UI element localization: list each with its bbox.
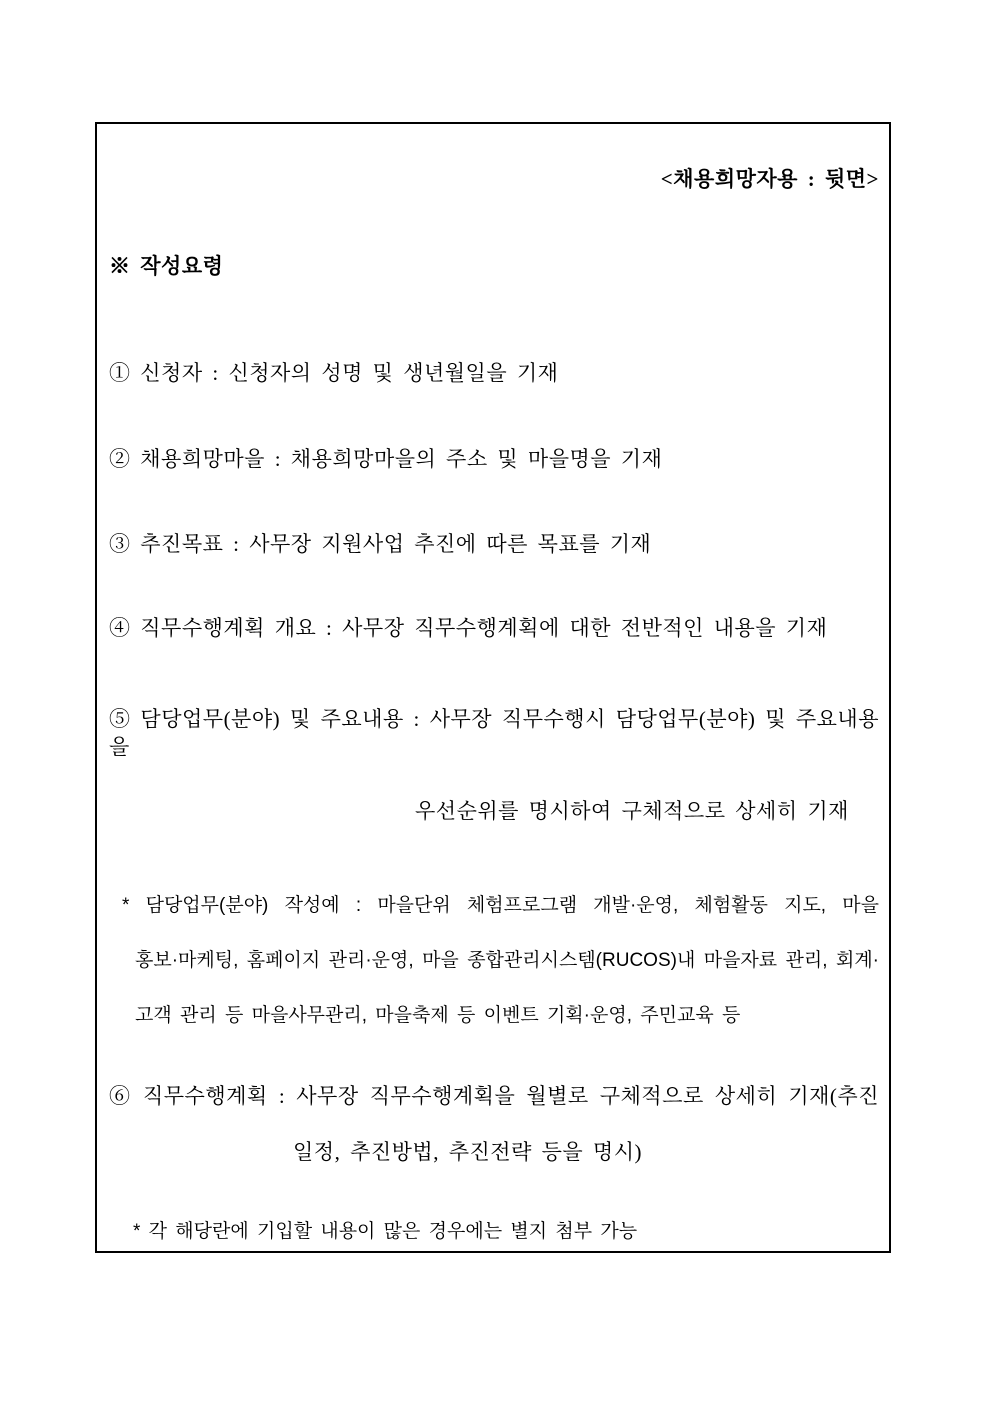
section-title: ※ 작성요령 xyxy=(109,254,224,278)
instruction-item-6-line-1: ⑥ 직무수행계획 : 사무장 직무수행계획을 월별로 구체적으로 상세히 기재(추진 xyxy=(109,1084,879,1108)
instruction-item-6-line-2: 일정, 추진방법, 추진전략 등을 명시) xyxy=(293,1140,642,1164)
note-example-line-2: 홍보·마케팅, 홈페이지 관리·운영, 마을 종합관리시스템(RUCOS)내 마을자료 관리, 회계· xyxy=(135,950,879,971)
instruction-item-1: ① 신청자 : 신청자의 성명 및 생년월일을 기재 xyxy=(109,361,559,385)
note-example-line-1: * 담당업무(분야) 작성예 : 마을단위 체험프로그램 개발·운영, 체험활동 지도, 마을 xyxy=(122,895,879,916)
instruction-item-5-line-2: 우선순위를 명시하여 구체적으로 상세히 기재 xyxy=(415,799,849,823)
instruction-item-4: ④ 직무수행계획 개요 : 사무장 직무수행계획에 대한 전반적인 내용을 기재 xyxy=(109,616,828,640)
instruction-item-5-line-1: ⑤ 담당업무(분야) 및 주요내용 : 사무장 직무수행시 담당업무(분야) 및 주요내용을 xyxy=(109,707,879,759)
instruction-box xyxy=(95,122,891,1253)
instruction-item-2: ② 채용희망마을 : 채용희망마을의 주소 및 마을명을 기재 xyxy=(109,447,663,471)
corner-label: <채용희망자용 : 뒷면> xyxy=(660,167,879,191)
instruction-item-3: ③ 추진목표 : 사무장 지원사업 추진에 따른 목표를 기재 xyxy=(109,532,652,556)
note-attachment: * 각 해당란에 기입할 내용이 많은 경우에는 별지 첨부 가능 xyxy=(133,1221,638,1242)
note-example-line-3: 고객 관리 등 마을사무관리, 마을축제 등 이벤트 기획·운영, 주민교육 등 xyxy=(135,1005,741,1026)
